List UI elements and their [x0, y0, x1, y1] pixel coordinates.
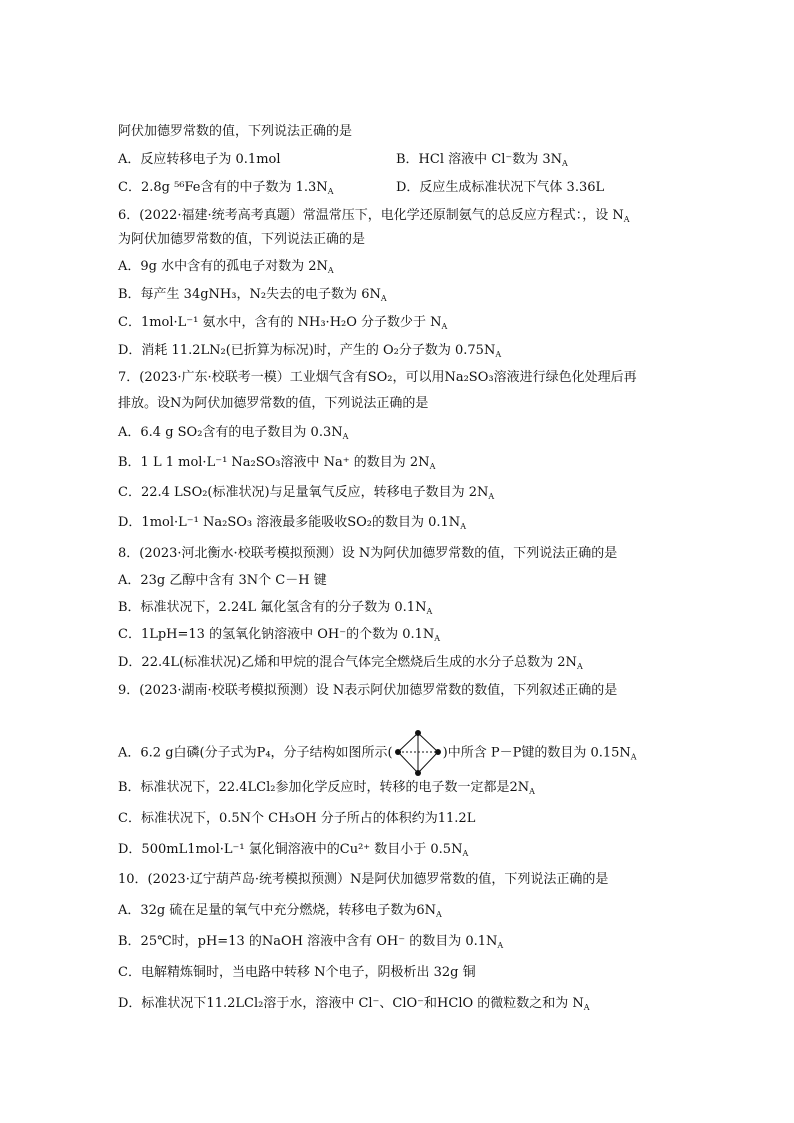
line-text: D．500mL1mol·L⁻¹ 氯化铜溶液中的Cu²⁺ 数目小于 0.5N — [118, 842, 463, 857]
line-text: C．1LpH=13 的氢氧化钠溶液中 OH⁻的个数为 0.1N — [118, 627, 435, 642]
subscript: A — [562, 159, 568, 168]
subscript: A — [488, 492, 495, 501]
line-text: C．标准状况下，0.5N个 CH₃OH 分子所占的体积约为11.2L — [118, 811, 476, 826]
subscript: A — [623, 215, 630, 224]
subscript: A — [434, 634, 441, 643]
q9-option-a — [118, 730, 637, 776]
option-c — [118, 179, 333, 197]
q9-option-c — [118, 810, 475, 828]
q7-option-c — [118, 484, 494, 502]
line-text: A．6.4 g SO₂含有的电子数目为 0.3N — [118, 425, 343, 440]
subscript: A — [429, 462, 436, 471]
subscript: A — [576, 662, 583, 671]
subscript: A — [583, 1003, 590, 1012]
line-text: C．1mol·L⁻¹ 氨水中，含有的 NH₃·H₂O 分子数少于 N — [118, 315, 442, 330]
subscript: A — [436, 910, 442, 919]
line-text: D．反应生成标准状况下气体 3.36L — [396, 180, 605, 195]
line-text: D．22.4L(标准状况)乙烯和甲烷的混合气体完全燃烧后生成的水分子总数为 2N — [118, 655, 577, 670]
line-text: B．25℃时，pH=13 的NaOH 溶液中含有 OH⁻ 的数目为 0.1N — [118, 934, 498, 949]
q7-option-d — [118, 514, 466, 532]
option-d — [396, 179, 604, 197]
option-a — [118, 151, 281, 169]
line-text: 6．(2022·福建·统考高考真题）常温常压下，电化学还原制氨气的总反应方程式：，设 N — [118, 208, 624, 223]
line-text: 10．(2023·辽宁葫芦岛·统考模拟预测）N是阿伏加德罗常数的值，下列说法正确的是 — [118, 872, 609, 887]
q7-option-a — [118, 424, 348, 442]
line-text: C．电解精炼铜时，当电路中转移 N个电子，阴极析出 32g 铜 — [118, 965, 476, 980]
line-text: B．1 L 1 mol·L⁻¹ Na₂SO₃溶液中 Na⁺ 的数目为 2N — [118, 455, 430, 470]
subscript: A — [426, 607, 433, 616]
line-text: A．9g 水中含有的孤电子对数为 2N — [118, 259, 328, 274]
q8-option-c — [118, 626, 440, 644]
subscript: A — [327, 187, 334, 196]
q10-option-c — [118, 964, 476, 982]
subscript: A — [497, 941, 504, 950]
q8-option-a — [118, 572, 327, 590]
question-8-stem — [118, 545, 617, 563]
line-text: A．32g 硫在足量的氧气中充分燃烧，转移电子数为6N — [118, 903, 437, 918]
option-b — [396, 151, 568, 169]
line-text: 阿伏加德罗常数的值，下列说法正确的是 — [118, 124, 353, 139]
subscript: A — [441, 322, 448, 331]
line-text: D．1mol·L⁻¹ Na₂SO₃ 溶液最多能吸收SO₂的数目为 0.1N — [118, 515, 461, 530]
line-text: )中所含 P－P键的数目为 0.15N — [442, 745, 631, 761]
subscript: A — [460, 522, 466, 531]
line-text: B．标准状况下，2.24L 氟化氢含有的分子数为 0.1N — [118, 600, 427, 615]
line-text: A．23g 乙醇中含有 3N个 C－H 键 — [118, 573, 327, 588]
line-text: 排放。设N为阿伏加德罗常数的值，下列说法正确的是 — [118, 396, 429, 411]
line-text: B．标准状况下，22.4LCl₂参加化学反应时，转移的电子数一定都是2N — [118, 780, 530, 795]
line-text: 9．(2023·湖南·校联考模拟预测）设 N表示阿伏加德罗常数的数值，下列叙述正确的是 — [118, 683, 618, 698]
line-text: C．2.8g ⁵⁶Fe含有的中子数为 1.3N — [118, 180, 328, 195]
line-text: A．6.2 g白磷(分子式为P₄，分子结构如图所示( — [118, 745, 393, 761]
q7-option-b — [118, 454, 435, 472]
subscript: A — [462, 849, 469, 858]
q10-option-a — [118, 902, 442, 920]
subscript: A — [529, 787, 535, 796]
q9-option-b — [118, 779, 535, 797]
q6-option-b — [118, 286, 387, 304]
subscript: A — [342, 432, 349, 441]
subscript: A — [495, 350, 502, 359]
question-10-stem — [118, 871, 608, 889]
q6-option-a — [118, 258, 334, 276]
question-7-stem-cont — [118, 395, 428, 413]
line-text: 8．(2023·河北衡水·校联考模拟预测）设 N为阿伏加德罗常数的值，下列说法正确的是 — [118, 546, 618, 561]
question-6-stem — [118, 207, 629, 225]
question-9-stem — [118, 682, 617, 700]
line-text: D．标准状况下11.2LCl₂溶于水，溶液中 Cl⁻、ClO⁻和HClO 的微粒数之和为 N — [118, 996, 584, 1011]
line-text: B．每产生 34gNH₃，N₂失去的电子数为 6N — [118, 287, 381, 302]
subscript: A — [327, 266, 334, 275]
white-phosphorus-tetrahedron-icon — [394, 730, 442, 776]
line-text: 7．(2023·广东·校联考一模）工业烟气含有SO₂，可以用Na₂SO₃溶液进行绿色化处理后再 — [118, 370, 637, 385]
q6-option-c — [118, 314, 447, 332]
subscript: A — [630, 752, 637, 762]
q9-option-d — [118, 841, 468, 859]
q6-option-d — [118, 342, 501, 360]
q10-option-d — [118, 995, 590, 1013]
subscript: A — [380, 294, 387, 303]
q8-option-b — [118, 599, 432, 617]
line-text: 为阿伏加德罗常数的值，下列说法正确的是 — [118, 232, 366, 247]
line-text: D．消耗 11.2LN₂(已折算为标况)时，产生的 O₂分子数为 0.75N — [118, 343, 496, 358]
line-text: C．22.4 LSO₂(标准状况)与足量氧气反应，转移电子数目为 2N — [118, 485, 489, 500]
question-6-stem-cont — [118, 231, 365, 249]
question-7-stem — [118, 369, 637, 387]
q10-option-b — [118, 933, 503, 951]
text-line — [118, 123, 352, 141]
q8-option-d — [118, 654, 583, 672]
line-text: A．反应转移电子为 0.1mol — [118, 152, 281, 167]
line-text: B．HCl 溶液中 Cl⁻数为 3N — [396, 152, 563, 167]
